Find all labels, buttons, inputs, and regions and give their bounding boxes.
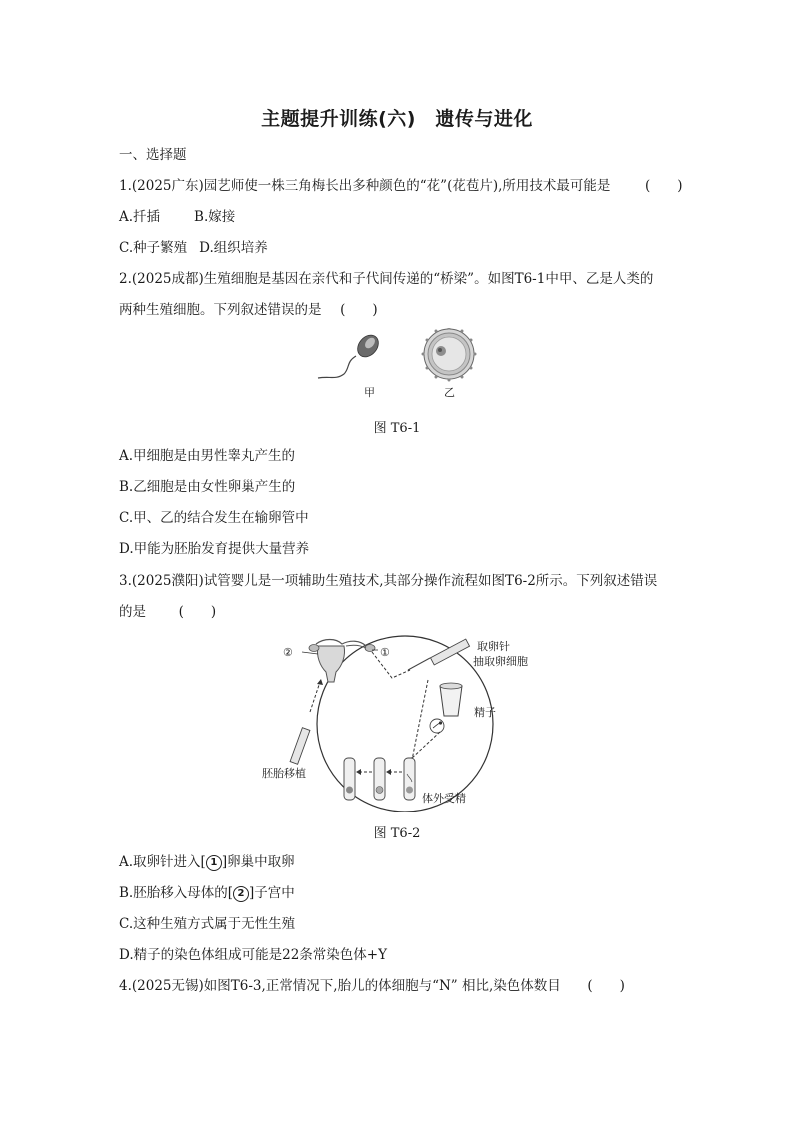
circled-marker-1: 1 — [206, 855, 222, 871]
question-1-options-row1 — [119, 208, 235, 226]
embryo-transfer-syringe — [290, 679, 323, 764]
option-b-pre: B.胚胎移入母体的[ — [119, 885, 233, 901]
culture-tube-1 — [344, 758, 355, 800]
question-1-options-row2 — [119, 239, 268, 257]
question-4-text: 4.(2025无锡)如图T6-3,正常情况下,胎儿的体细胞与“N” 相比,染色体数目 — [119, 978, 561, 994]
answer-blank: ( ) — [178, 604, 217, 620]
page-title: 主题提升训练(六) 遗传与进化 — [261, 108, 533, 130]
question-2-text: 两种生殖细胞。下列叙述错误的是 — [119, 302, 322, 318]
figure-marker-2: ② — [283, 646, 293, 659]
figure-label-sperm: 精子 — [474, 706, 496, 719]
culture-tube-3 — [404, 758, 415, 800]
figure-label-needle-2: 抽取卵细胞 — [473, 655, 528, 668]
question-2-option-b: B.乙细胞是由女性卵巢产生的 — [119, 479, 296, 495]
figure-label-needle-1: 取卵针 — [477, 640, 510, 653]
option-d: D.组织培养 — [199, 240, 268, 256]
question-2-option-c: C.甲、乙的结合发生在输卵管中 — [119, 510, 309, 526]
figure-caption-t6-2: 图 T6-2 — [373, 826, 421, 841]
sperm-illustration — [318, 331, 383, 378]
question-2-option-d: D.甲能为胚胎发育提供大量营养 — [119, 541, 310, 557]
option-b-post: ]子宫中 — [248, 885, 295, 901]
figure-label-jia: 甲 — [364, 386, 375, 399]
option-a-pre: A.取卵针进入[ — [119, 854, 206, 870]
question-2-stem-line1: 2.(2025成都)生殖细胞是基因在亲代和子代间传递的“桥梁”。如图T6-1中甲、乙是人类的 — [119, 271, 654, 287]
egg-retrieval-needle — [408, 639, 470, 670]
question-3-stem-line1: 3.(2025濮阳)试管婴儿是一项辅助生殖技术,其部分操作流程如图T6-2所示。下列叙述错误 — [119, 573, 658, 589]
question-1-stem — [119, 177, 683, 195]
figure-t6-1 — [310, 328, 490, 402]
question-3-text: 的是 — [119, 604, 146, 620]
egg-illustration — [422, 328, 477, 382]
question-2-stem-line2 — [119, 301, 378, 319]
culture-tube-2 — [374, 758, 385, 800]
figure-caption-t6-1: 图 T6-1 — [373, 421, 421, 436]
question-4-stem — [119, 977, 625, 995]
answer-blank: ( ) — [645, 178, 683, 194]
figure-label-yi: 乙 — [444, 386, 455, 399]
answer-blank: ( ) — [340, 302, 378, 318]
sperm-cup — [440, 683, 462, 716]
option-b: B.嫁接 — [194, 209, 236, 225]
question-3-option-b — [119, 884, 295, 902]
section-heading: 一、选择题 — [119, 147, 187, 163]
figure-label-transfer: 胚胎移植 — [262, 767, 306, 780]
option-c: C.种子繁殖 — [119, 240, 188, 256]
answer-blank: ( ) — [587, 978, 625, 994]
question-1-text: 1.(2025广东)园艺师使一株三角梅长出多种颜色的“花”(花苞片),所用技术最可能是 — [119, 178, 611, 194]
option-a: A.扦插 — [119, 209, 161, 225]
circled-marker-2: 2 — [233, 886, 249, 902]
question-3-stem-line2 — [119, 603, 216, 621]
question-3-option-c: C.这种生殖方式属于无性生殖 — [119, 916, 296, 932]
question-2-option-a: A.甲细胞是由男性睾丸产生的 — [119, 448, 296, 464]
option-a-post: ]卵巢中取卵 — [221, 854, 295, 870]
figure-marker-1: ① — [380, 646, 390, 659]
figure-label-ivf: 体外受精 — [422, 792, 466, 805]
uterus-illustration — [309, 640, 375, 683]
question-3-option-d: D.精子的染色体组成可能是22条常染色体+Y — [119, 947, 388, 963]
question-3-option-a — [119, 853, 295, 871]
